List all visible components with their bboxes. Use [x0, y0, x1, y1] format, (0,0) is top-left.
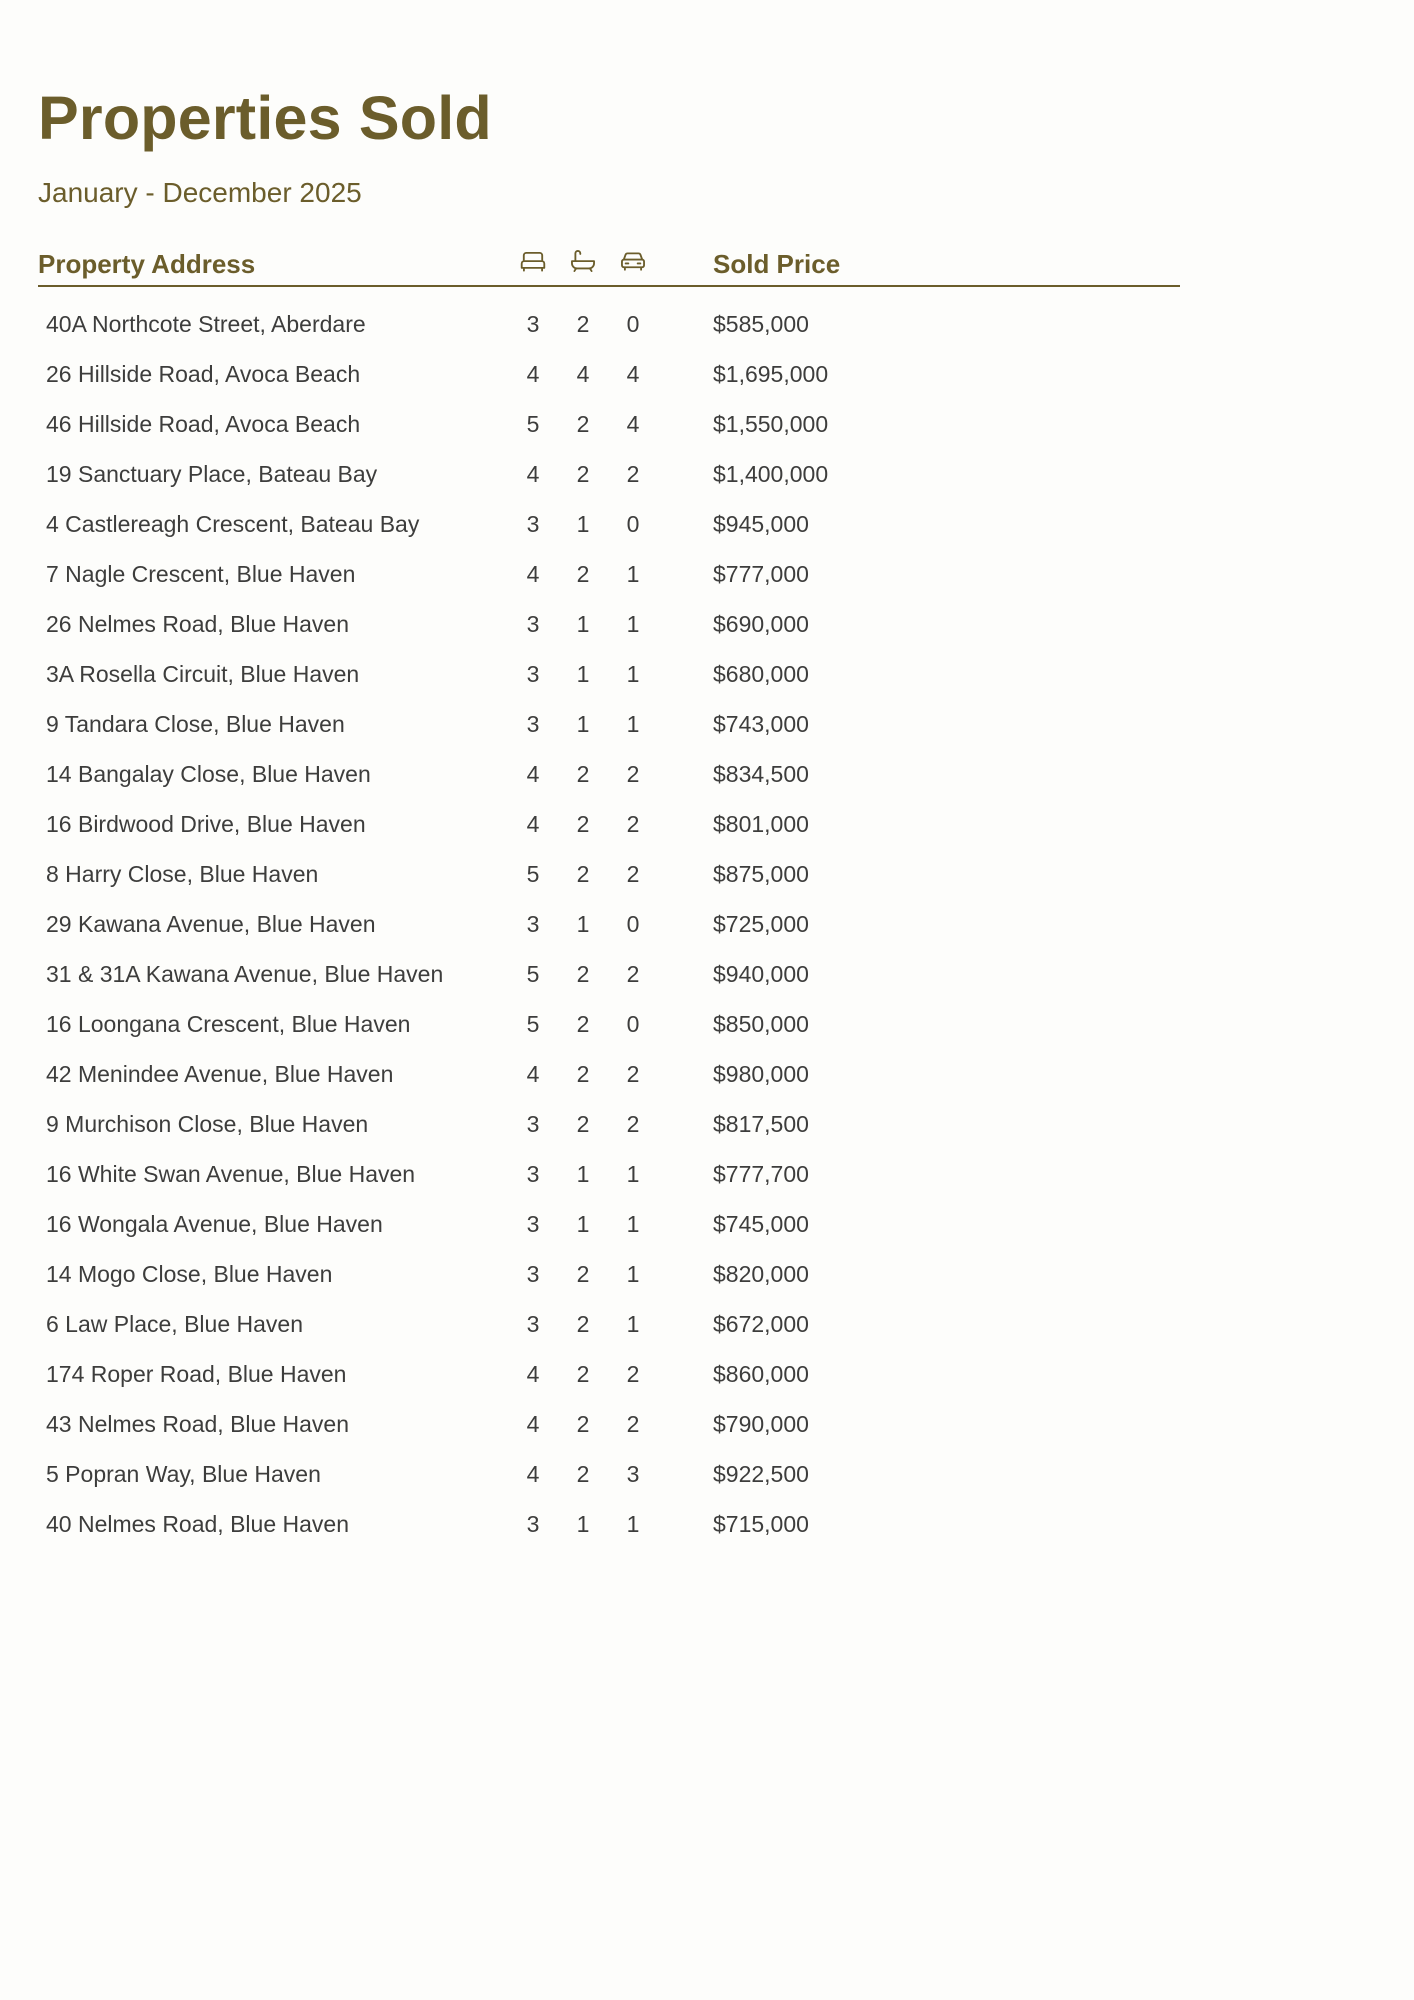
address-cell: 9 Tandara Close, Blue Haven: [46, 710, 345, 737]
address-cell: 31 & 31A Kawana Avenue, Blue Haven: [46, 960, 444, 987]
baths-cell: 2: [576, 460, 590, 487]
baths-cell: 2: [576, 1410, 590, 1437]
address-cell: 16 White Swan Avenue, Blue Haven: [46, 1160, 416, 1187]
address-cell: 19 Sanctuary Place, Bateau Bay: [46, 460, 378, 487]
properties-table: [38, 247, 1180, 1549]
beds-cell: 3: [526, 1110, 540, 1137]
table-row: [38, 899, 1180, 949]
table-row: [38, 799, 1180, 849]
cars-cell: 0: [626, 1010, 640, 1037]
table-row: [38, 1149, 1180, 1199]
baths-cell: 2: [576, 1060, 590, 1087]
table-row: [38, 599, 1180, 649]
baths-cell: 1: [576, 1160, 590, 1187]
beds-cell: 3: [526, 1510, 540, 1537]
price-cell: $820,000: [713, 1260, 809, 1287]
price-cell: $834,500: [713, 760, 809, 787]
beds-cell: 3: [526, 1160, 540, 1187]
beds-cell: 3: [526, 610, 540, 637]
baths-cell: 2: [576, 1360, 590, 1387]
price-cell: $680,000: [713, 660, 809, 687]
page-title: Properties Sold: [38, 84, 492, 152]
table-row: [38, 1299, 1180, 1349]
address-cell: 40 Nelmes Road, Blue Haven: [46, 1510, 349, 1537]
price-cell: $875,000: [713, 860, 809, 887]
beds-cell: 4: [526, 1360, 540, 1387]
price-cell: $715,000: [713, 1510, 809, 1537]
address-cell: 42 Menindee Avenue, Blue Haven: [46, 1060, 394, 1087]
table-row: [38, 1449, 1180, 1499]
table-row: [38, 1199, 1180, 1249]
baths-cell: 1: [576, 910, 590, 937]
baths-cell: 2: [576, 310, 590, 337]
price-cell: $777,000: [713, 560, 809, 587]
cars-cell: 4: [626, 410, 640, 437]
price-cell: $585,000: [713, 310, 809, 337]
cars-cell: 2: [626, 860, 640, 887]
address-cell: 26 Hillside Road, Avoca Beach: [46, 360, 361, 387]
cars-cell: 1: [626, 610, 640, 637]
cars-cell: 2: [626, 1410, 640, 1437]
cars-cell: 2: [626, 1110, 640, 1137]
address-cell: 14 Mogo Close, Blue Haven: [46, 1260, 333, 1287]
price-cell: $672,000: [713, 1310, 809, 1337]
page-subtitle: January - December 2025: [38, 177, 362, 208]
cars-cell: 4: [626, 360, 640, 387]
address-column-header: Property Address: [38, 248, 256, 279]
cars-cell: 2: [626, 1360, 640, 1387]
baths-cell: 4: [576, 360, 590, 387]
price-cell: $850,000: [713, 1010, 809, 1037]
price-cell: $922,500: [713, 1460, 809, 1487]
price-cell: $860,000: [713, 1360, 809, 1387]
cars-cell: 1: [626, 710, 640, 737]
beds-cell: 4: [526, 560, 540, 587]
table-row: [38, 649, 1180, 699]
baths-cell: 2: [576, 560, 590, 587]
table-row: [38, 1249, 1180, 1299]
address-cell: 29 Kawana Avenue, Blue Haven: [46, 910, 376, 937]
address-cell: 46 Hillside Road, Avoca Beach: [46, 410, 361, 437]
table-row: [38, 1049, 1180, 1099]
table-row: [38, 349, 1180, 399]
cars-cell: 0: [626, 510, 640, 537]
baths-cell: 2: [576, 810, 590, 837]
cars-cell: 2: [626, 760, 640, 787]
cars-cell: 3: [626, 1460, 640, 1487]
baths-cell: 2: [576, 1310, 590, 1337]
baths-cell: 1: [576, 1210, 590, 1237]
price-cell: $1,550,000: [713, 410, 829, 437]
bed-icon: [508, 247, 558, 274]
cars-cell: 1: [626, 1260, 640, 1287]
beds-cell: 4: [526, 760, 540, 787]
address-cell: 43 Nelmes Road, Blue Haven: [46, 1410, 349, 1437]
address-cell: 14 Bangalay Close, Blue Haven: [46, 760, 371, 787]
beds-column-header: [508, 247, 558, 281]
beds-cell: 3: [526, 1210, 540, 1237]
beds-cell: 5: [526, 860, 540, 887]
beds-cell: 4: [526, 1060, 540, 1087]
beds-cell: 5: [526, 1010, 540, 1037]
baths-cell: 2: [576, 1260, 590, 1287]
table-row: [38, 1099, 1180, 1149]
cars-cell: 2: [626, 460, 640, 487]
address-cell: 16 Birdwood Drive, Blue Haven: [46, 810, 366, 837]
baths-column-header: [558, 247, 608, 281]
price-cell: $745,000: [713, 1210, 809, 1237]
cars-cell: 1: [626, 1210, 640, 1237]
cars-cell: 1: [626, 1510, 640, 1537]
beds-cell: 3: [526, 660, 540, 687]
price-cell: $777,700: [713, 1160, 809, 1187]
baths-cell: 1: [576, 1510, 590, 1537]
beds-cell: 5: [526, 960, 540, 987]
baths-cell: 1: [576, 710, 590, 737]
table-row: [38, 999, 1180, 1049]
beds-cell: 5: [526, 410, 540, 437]
cars-cell: 0: [626, 910, 640, 937]
address-cell: 16 Loongana Crescent, Blue Haven: [46, 1010, 411, 1037]
address-cell: 9 Murchison Close, Blue Haven: [46, 1110, 369, 1137]
price-cell: $690,000: [713, 610, 809, 637]
beds-cell: 3: [526, 710, 540, 737]
price-cell: $725,000: [713, 910, 809, 937]
address-cell: 3A Rosella Circuit, Blue Haven: [46, 660, 360, 687]
beds-cell: 3: [526, 310, 540, 337]
address-cell: 40A Northcote Street, Aberdare: [46, 310, 366, 337]
baths-cell: 2: [576, 410, 590, 437]
address-cell: 7 Nagle Crescent, Blue Haven: [46, 560, 356, 587]
baths-cell: 1: [576, 610, 590, 637]
beds-cell: 3: [526, 910, 540, 937]
price-cell: $1,695,000: [713, 360, 829, 387]
price-cell: $743,000: [713, 710, 809, 737]
beds-cell: 4: [526, 460, 540, 487]
car-icon: [608, 247, 658, 274]
cars-cell: 1: [626, 1310, 640, 1337]
baths-cell: 2: [576, 760, 590, 787]
price-cell: $790,000: [713, 1410, 809, 1437]
baths-cell: 2: [576, 960, 590, 987]
beds-cell: 4: [526, 1460, 540, 1487]
table-row: [38, 499, 1180, 549]
baths-cell: 2: [576, 1460, 590, 1487]
table-row: [38, 849, 1180, 899]
table-row: [38, 449, 1180, 499]
table-header-row: [38, 247, 1180, 287]
price-cell: $801,000: [713, 810, 809, 837]
address-cell: 5 Popran Way, Blue Haven: [46, 1460, 321, 1487]
beds-cell: 3: [526, 510, 540, 537]
cars-cell: 2: [626, 960, 640, 987]
beds-cell: 4: [526, 1410, 540, 1437]
price-cell: $1,400,000: [713, 460, 829, 487]
beds-cell: 4: [526, 810, 540, 837]
baths-cell: 2: [576, 1110, 590, 1137]
address-cell: 26 Nelmes Road, Blue Haven: [46, 610, 349, 637]
baths-cell: 1: [576, 660, 590, 687]
table-body: [38, 299, 1180, 1549]
table-row: [38, 549, 1180, 599]
table-row: [38, 749, 1180, 799]
baths-cell: 2: [576, 1010, 590, 1037]
table-row: [38, 299, 1180, 349]
table-row: [38, 1399, 1180, 1449]
address-cell: 174 Roper Road, Blue Haven: [46, 1360, 347, 1387]
cars-column-header: [608, 247, 658, 281]
table-row: [38, 949, 1180, 999]
table-row: [38, 1349, 1180, 1399]
beds-cell: 3: [526, 1260, 540, 1287]
address-cell: 16 Wongala Avenue, Blue Haven: [46, 1210, 383, 1237]
baths-cell: 1: [576, 510, 590, 537]
beds-cell: 4: [526, 360, 540, 387]
cars-cell: 2: [626, 810, 640, 837]
cars-cell: 1: [626, 1160, 640, 1187]
price-cell: $817,500: [713, 1110, 809, 1137]
beds-cell: 3: [526, 1310, 540, 1337]
cars-cell: 1: [626, 560, 640, 587]
price-cell: $980,000: [713, 1060, 809, 1087]
price-cell: $940,000: [713, 960, 809, 987]
price-column-header: Sold Price: [713, 248, 841, 279]
cars-cell: 2: [626, 1060, 640, 1087]
address-cell: 6 Law Place, Blue Haven: [46, 1310, 303, 1337]
table-row: [38, 699, 1180, 749]
cars-cell: 1: [626, 660, 640, 687]
table-row: [38, 399, 1180, 449]
bath-icon: [558, 247, 608, 274]
table-row: [38, 1499, 1180, 1549]
baths-cell: 2: [576, 860, 590, 887]
address-cell: 4 Castlereagh Crescent, Bateau Bay: [46, 510, 420, 537]
address-cell: 8 Harry Close, Blue Haven: [46, 860, 319, 887]
cars-cell: 0: [626, 310, 640, 337]
price-cell: $945,000: [713, 510, 809, 537]
